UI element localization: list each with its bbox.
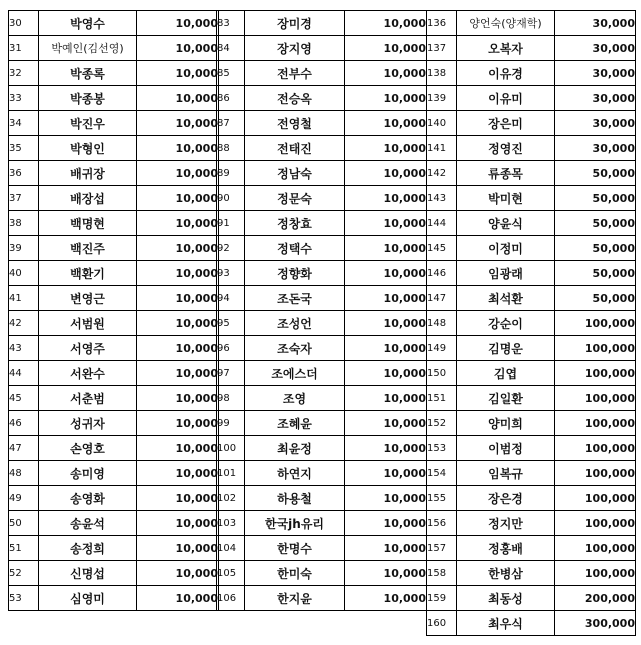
donation-amount: 50,000 [555,161,636,186]
donor-name: 하용철 [245,486,345,511]
row-number: 97 [217,361,245,386]
row-number: 100 [217,436,245,461]
table-row [217,586,427,611]
table-row [217,161,427,186]
row-number: 88 [217,136,245,161]
table-row [427,611,636,636]
donor-name: 정남숙 [245,161,345,186]
table-row [217,436,427,461]
row-number: 51 [9,536,39,561]
table-row [9,311,219,336]
row-number: 148 [427,311,457,336]
row-number: 103 [217,511,245,536]
row-number: 101 [217,461,245,486]
donor-name: 박진우 [39,111,137,136]
donation-amount: 10,000 [345,561,427,586]
table-row [9,211,219,236]
donation-amount: 30,000 [555,61,636,86]
table-row [427,86,636,111]
donation-amount: 300,000 [555,611,636,636]
row-number: 40 [9,261,39,286]
table-row [427,336,636,361]
donor-name: 한명수 [245,536,345,561]
donation-amount: 10,000 [137,161,219,186]
donation-amount: 10,000 [137,311,219,336]
donation-amount: 100,000 [555,561,636,586]
table-row [217,36,427,61]
donor-name: 백명현 [39,211,137,236]
donor-name: 송미영 [39,461,137,486]
row-number: 30 [9,11,39,36]
row-number: 155 [427,486,457,511]
row-number: 145 [427,236,457,261]
donation-amount: 30,000 [555,136,636,161]
table-row [427,286,636,311]
donation-amount: 30,000 [555,111,636,136]
row-number: 146 [427,261,457,286]
donor-name: 장은미 [457,111,555,136]
table-row [9,236,219,261]
table-row [9,386,219,411]
table-row [427,511,636,536]
row-number: 105 [217,561,245,586]
row-number: 44 [9,361,39,386]
table-row [9,286,219,311]
donation-amount: 10,000 [137,186,219,211]
table-row [427,211,636,236]
table-row [9,436,219,461]
table-row [217,461,427,486]
donor-name: 박종록 [39,61,137,86]
row-number: 157 [427,536,457,561]
table-row [217,561,427,586]
donor-name: 조성언 [245,311,345,336]
donor-name: 이정미 [457,236,555,261]
donor-name: 임광래 [457,261,555,286]
table-row [427,161,636,186]
table-row [427,586,636,611]
donation-amount: 10,000 [345,261,427,286]
row-number: 149 [427,336,457,361]
donation-amount: 10,000 [345,486,427,511]
row-number: 37 [9,186,39,211]
donation-amount: 10,000 [345,386,427,411]
table-row [427,11,636,36]
row-number: 159 [427,586,457,611]
donation-amount: 100,000 [555,411,636,436]
row-number: 41 [9,286,39,311]
table-row [9,161,219,186]
donation-amount: 100,000 [555,311,636,336]
table-row [427,361,636,386]
donation-amount: 10,000 [345,361,427,386]
row-number: 102 [217,486,245,511]
table-row [9,561,219,586]
donation-amount: 10,000 [345,36,427,61]
donor-name: 임복규 [457,461,555,486]
donation-amount: 10,000 [345,336,427,361]
table-row [217,311,427,336]
row-number: 48 [9,461,39,486]
donation-amount: 10,000 [137,61,219,86]
table-row [9,486,219,511]
table-row [427,61,636,86]
row-number: 85 [217,61,245,86]
donor-name: 송영화 [39,486,137,511]
donor-name: 이유미 [457,86,555,111]
table-row [9,461,219,486]
table-row [217,486,427,511]
donor-name: 김명운 [457,336,555,361]
row-number: 45 [9,386,39,411]
donation-amount: 10,000 [137,86,219,111]
donation-amount: 10,000 [137,411,219,436]
table-row [217,111,427,136]
table-row [9,86,219,111]
table-row [217,361,427,386]
row-number: 42 [9,311,39,336]
row-number: 104 [217,536,245,561]
donor-name: 박종봉 [39,86,137,111]
donation-amount: 10,000 [345,136,427,161]
donation-amount: 100,000 [555,536,636,561]
donor-name: 한국jh유리 [245,511,345,536]
table-row [217,11,427,36]
donor-name: 김엽 [457,361,555,386]
donation-amount: 10,000 [137,236,219,261]
table-row [427,236,636,261]
donor-name: 서춘범 [39,386,137,411]
donation-amount: 100,000 [555,461,636,486]
row-number: 90 [217,186,245,211]
table-row [217,411,427,436]
row-number: 38 [9,211,39,236]
table-row [427,186,636,211]
table-row [427,311,636,336]
row-number: 96 [217,336,245,361]
donor-name: 정영진 [457,136,555,161]
donation-amount: 50,000 [555,236,636,261]
donor-name: 서영주 [39,336,137,361]
donor-name: 배장섭 [39,186,137,211]
table-row [9,411,219,436]
donation-amount: 10,000 [345,111,427,136]
donor-name: 조혜윤 [245,411,345,436]
donation-amount: 10,000 [345,61,427,86]
table-row [427,436,636,461]
donor-name: 박형인 [39,136,137,161]
row-number: 93 [217,261,245,286]
table-row [217,61,427,86]
row-number: 158 [427,561,457,586]
donor-name: 정창효 [245,211,345,236]
row-number: 156 [427,511,457,536]
donor-name: 박영수 [39,11,137,36]
row-number: 95 [217,311,245,336]
donation-amount: 50,000 [555,211,636,236]
table-row [217,136,427,161]
row-number: 94 [217,286,245,311]
donation-amount: 10,000 [345,586,427,611]
donation-amount: 30,000 [555,36,636,61]
row-number: 86 [217,86,245,111]
donation-amount: 10,000 [345,11,427,36]
row-number: 47 [9,436,39,461]
table-row [217,261,427,286]
row-number: 98 [217,386,245,411]
donation-amount: 10,000 [137,511,219,536]
donor-name: 전승옥 [245,86,345,111]
donation-amount: 10,000 [345,236,427,261]
row-number: 39 [9,236,39,261]
donor-table-column-3 [426,10,636,636]
donation-amount: 10,000 [345,286,427,311]
row-number: 153 [427,436,457,461]
row-number: 84 [217,36,245,61]
row-number: 99 [217,411,245,436]
donation-amount: 10,000 [137,536,219,561]
donation-amount: 30,000 [555,11,636,36]
donor-name: 한병삼 [457,561,555,586]
table-row [9,61,219,86]
donation-amount: 100,000 [555,386,636,411]
table-row [427,136,636,161]
row-number: 89 [217,161,245,186]
donation-amount: 10,000 [345,86,427,111]
donor-name: 양미희 [457,411,555,436]
donation-amount: 100,000 [555,486,636,511]
donation-amount: 50,000 [555,286,636,311]
donor-name: 서범원 [39,311,137,336]
donation-amount: 10,000 [137,211,219,236]
donor-name: 송정희 [39,536,137,561]
row-number: 32 [9,61,39,86]
donor-name: 장미경 [245,11,345,36]
table-row [9,36,219,61]
donor-name: 양언숙(양재학) [457,11,555,36]
table-row [427,561,636,586]
donation-amount: 10,000 [345,186,427,211]
donor-name: 심영미 [39,586,137,611]
donor-name: 전태진 [245,136,345,161]
donation-amount: 10,000 [137,436,219,461]
row-number: 139 [427,86,457,111]
table-row [9,111,219,136]
donation-amount: 10,000 [345,461,427,486]
donation-amount: 10,000 [345,436,427,461]
row-number: 141 [427,136,457,161]
table-row [427,486,636,511]
donation-amount: 10,000 [345,536,427,561]
donation-amount: 10,000 [137,386,219,411]
table-row [9,186,219,211]
donation-amount: 10,000 [137,586,219,611]
donation-amount: 10,000 [137,136,219,161]
donation-amount: 10,000 [137,111,219,136]
table-row [9,536,219,561]
donor-name: 정문숙 [245,186,345,211]
donor-name: 백진주 [39,236,137,261]
donor-name: 오복자 [457,36,555,61]
donor-name: 강순이 [457,311,555,336]
row-number: 147 [427,286,457,311]
table-row [9,261,219,286]
row-number: 50 [9,511,39,536]
donor-name: 정택수 [245,236,345,261]
table-row [9,336,219,361]
donation-amount: 10,000 [345,411,427,436]
table-row [427,536,636,561]
donation-amount: 50,000 [555,186,636,211]
table-row [9,361,219,386]
donor-name: 전부수 [245,61,345,86]
donation-amount: 10,000 [137,11,219,36]
table-row [427,461,636,486]
donation-amount: 10,000 [137,36,219,61]
row-number: 151 [427,386,457,411]
row-number: 36 [9,161,39,186]
donor-name: 신명섭 [39,561,137,586]
table-row [9,11,219,36]
donor-name: 변영근 [39,286,137,311]
donor-name: 조숙자 [245,336,345,361]
donor-name: 최동성 [457,586,555,611]
donor-name: 정지만 [457,511,555,536]
row-number: 49 [9,486,39,511]
row-number: 31 [9,36,39,61]
donor-name: 최우식 [457,611,555,636]
donation-amount: 200,000 [555,586,636,611]
table-row [427,261,636,286]
row-number: 46 [9,411,39,436]
donor-name: 손영호 [39,436,137,461]
donor-name: 박미현 [457,186,555,211]
row-number: 91 [217,211,245,236]
donor-list-sheet [8,10,635,640]
table-row [217,186,427,211]
row-number: 160 [427,611,457,636]
donor-name: 서완수 [39,361,137,386]
donor-name: 김일환 [457,386,555,411]
row-number: 83 [217,11,245,36]
donor-name: 박예인(김선영) [39,36,137,61]
donor-name: 한지윤 [245,586,345,611]
donor-table-column-1 [8,10,219,611]
table-row [217,286,427,311]
donor-table-column-2 [216,10,427,611]
table-row [427,411,636,436]
donor-name: 조에스더 [245,361,345,386]
table-row [217,511,427,536]
row-number: 34 [9,111,39,136]
donor-name: 이유경 [457,61,555,86]
row-number: 136 [427,11,457,36]
donor-name: 성귀자 [39,411,137,436]
donation-amount: 30,000 [555,86,636,111]
table-row [217,86,427,111]
donor-name: 정홍배 [457,536,555,561]
table-row [217,386,427,411]
donor-name: 송윤석 [39,511,137,536]
row-number: 144 [427,211,457,236]
donation-amount: 10,000 [137,461,219,486]
donation-amount: 10,000 [345,211,427,236]
donation-amount: 10,000 [345,311,427,336]
row-number: 92 [217,236,245,261]
donor-name: 전영철 [245,111,345,136]
table-row [217,211,427,236]
donor-name: 정향화 [245,261,345,286]
donation-amount: 10,000 [137,486,219,511]
row-number: 106 [217,586,245,611]
table-row [427,36,636,61]
row-number: 154 [427,461,457,486]
table-row [9,136,219,161]
donor-name: 조영 [245,386,345,411]
donation-amount: 50,000 [555,261,636,286]
row-number: 152 [427,411,457,436]
table-row [9,586,219,611]
donation-amount: 100,000 [555,511,636,536]
donor-name: 조돈국 [245,286,345,311]
donor-name: 하연지 [245,461,345,486]
row-number: 142 [427,161,457,186]
row-number: 140 [427,111,457,136]
donation-amount: 10,000 [137,361,219,386]
table-row [427,111,636,136]
row-number: 53 [9,586,39,611]
table-row [217,536,427,561]
row-number: 150 [427,361,457,386]
donation-amount: 10,000 [137,286,219,311]
donor-name: 류종목 [457,161,555,186]
donor-name: 한미숙 [245,561,345,586]
row-number: 33 [9,86,39,111]
donation-amount: 10,000 [137,561,219,586]
table-row [217,336,427,361]
table-row [217,236,427,261]
donor-name: 장은경 [457,486,555,511]
donation-amount: 10,000 [137,336,219,361]
donor-name: 양윤식 [457,211,555,236]
table-row [9,511,219,536]
donor-name: 백환기 [39,261,137,286]
donation-amount: 10,000 [137,261,219,286]
donor-name: 최윤정 [245,436,345,461]
row-number: 138 [427,61,457,86]
row-number: 87 [217,111,245,136]
donor-name: 이범정 [457,436,555,461]
row-number: 43 [9,336,39,361]
table-row [427,386,636,411]
donation-amount: 100,000 [555,361,636,386]
row-number: 143 [427,186,457,211]
donor-name: 장지영 [245,36,345,61]
row-number: 35 [9,136,39,161]
donation-amount: 100,000 [555,336,636,361]
donation-amount: 10,000 [345,511,427,536]
donor-name: 최석환 [457,286,555,311]
donor-name: 배귀장 [39,161,137,186]
donation-amount: 10,000 [345,161,427,186]
row-number: 137 [427,36,457,61]
donation-amount: 100,000 [555,436,636,461]
row-number: 52 [9,561,39,586]
